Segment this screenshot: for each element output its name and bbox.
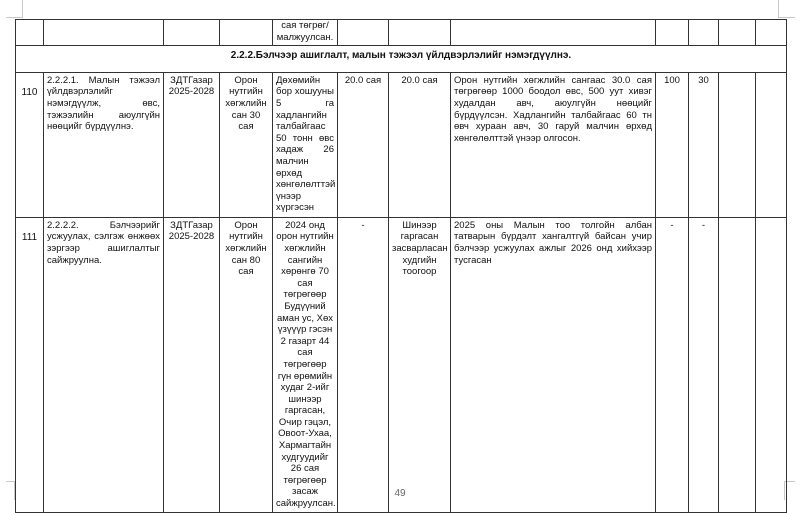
cell [44, 20, 164, 46]
baseline-cell: Дөхөмийн бор хошууны 5 га хадлангийн талбайгаас 50 тонн өвс хадаж 26 малчин өрхөд хөнгөлөлттэй үнээр хүргэсэн [273, 72, 338, 217]
actual-cell: Шинээр гаргасан засварласан худгийн тоогоор [389, 217, 451, 512]
table-row [16, 217, 787, 512]
baseline-cell: 2024 онд орон нутгийн хөгжлийн сангийн хөрөнгө 70 сая төгрөгөөр Будүүний аман ус, Хөх үзүүүр гэсэн 2 газарт 44 сая төгрөгөөр гүн өрөмийн худаг 2-ийг шинээр гаргасан, Очир гэцэл, Овоот-Ухаа, Хармагтайн худгуудийг 26 сая төгрөгөөр засаж сайжруулсан. [273, 217, 338, 512]
score-cell: 30 [689, 72, 719, 217]
page-corner-mark-top-right [778, 0, 795, 18]
measure-cell: 2.2.2.2. Бэлчээрийг усжуулах, сэлгэж өнжөөх зэргээр ашиглалтыг сайжруулна. [44, 217, 164, 512]
score-cell: 100 [656, 72, 689, 217]
cell [164, 20, 220, 46]
score-cell [719, 72, 756, 217]
page-number: 49 [394, 488, 406, 499]
responsible-cell: ЗДТГазар 2025-2028 [164, 217, 220, 512]
cell [220, 20, 273, 46]
cell [389, 20, 451, 46]
score-cell [756, 217, 787, 512]
cell [689, 20, 719, 46]
score-cell [719, 217, 756, 512]
measure-cell: 2.2.2.1. Малын тэжээл үйлдвэрлэлийг нэмэгдүүлж, өвс, тэжээлийн аюулгүйн нөөцийг бүрдүүлнэ. [44, 72, 164, 217]
cell [338, 20, 389, 46]
report-cell: Орон нутгийн хөгжлийн сангаас 30.0 сая төгрөгөөр 1000 боодол өвс, 500 уут хивэг худалдан авч, аюулгүйн нөөцийг бүрдүүлсэн. Хадлангийн талбайгаас 60 тн өвч хураан авч, 30 гаруй малчин өрхөд хөнгөлөлттэй үнээр олгосон. [451, 72, 656, 217]
page-corner-mark-top-left [6, 0, 23, 18]
target-cell: - [338, 217, 389, 512]
score-cell: - [656, 217, 689, 512]
cell [656, 20, 689, 46]
score-cell [756, 72, 787, 217]
cell [756, 20, 787, 46]
responsible-cell: ЗДТГазар 2025-2028 [164, 72, 220, 217]
actual-cell: 20.0 сая [389, 72, 451, 217]
section-header: 2.2.2.Бэлчээр ашиглалт, малын тэжээл үйлдвэрлэлийг нэмэгдүүлнэ. [16, 46, 787, 73]
plan-table [15, 19, 787, 513]
continued-baseline-cell: сая төгрөг/ малжуулсан. [273, 20, 338, 46]
section-row [16, 46, 787, 73]
row-number: 111 [16, 217, 44, 512]
target-cell: 20.0 сая [338, 72, 389, 217]
continued-row [16, 20, 787, 46]
funding-cell: Орон нутгийн хөгжлийн сан 80 сая [220, 217, 273, 512]
cell [451, 20, 656, 46]
cell [719, 20, 756, 46]
funding-cell: Орон нутгийн хөгжлийн сан 30 сая [220, 72, 273, 217]
table-row [16, 72, 787, 217]
row-number: 110 [16, 72, 44, 217]
cell [16, 20, 44, 46]
score-cell: - [689, 217, 719, 512]
report-cell: 2025 оны Малын тоо толгойн албан татварын бүрдэлт хангалтгүй байсан учир бэлчээр усжуулах ажлыг 2026 онд хийхээр тусгасан [451, 217, 656, 512]
